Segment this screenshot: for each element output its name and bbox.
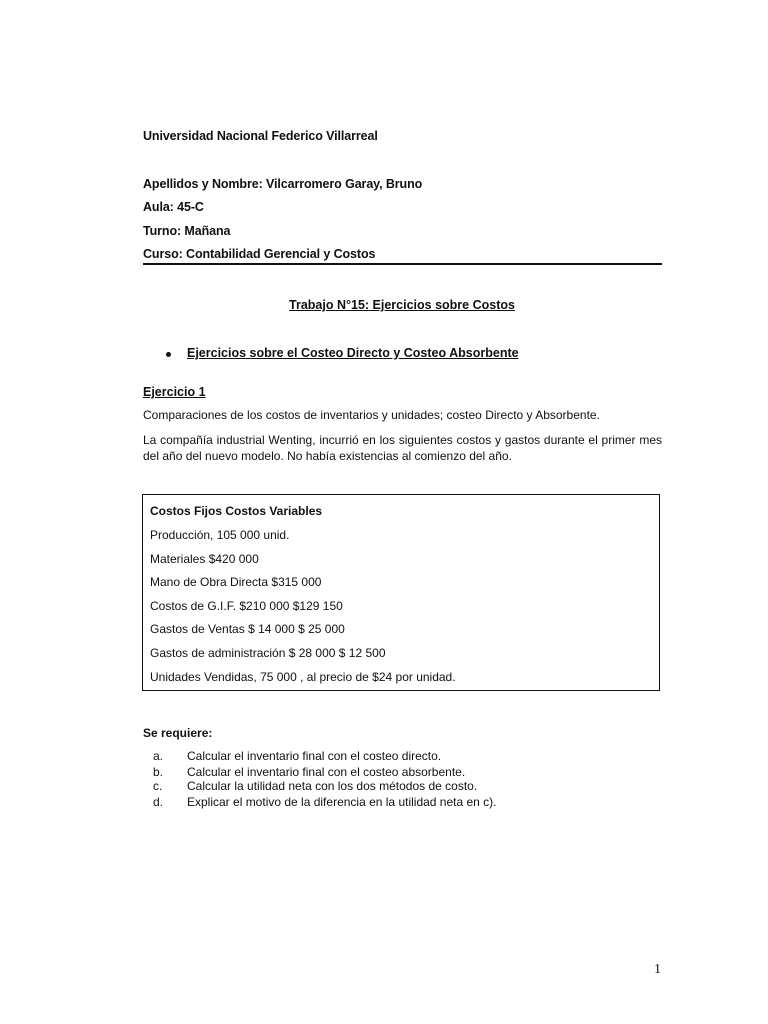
requirement-text: Explicar el motivo de la diferencia en la utilidad neta en c). <box>187 795 497 809</box>
requirement-text: Calcular el inventario final con el costeo absorbente. <box>187 765 466 779</box>
requirements-title: Se requiere: <box>143 726 213 740</box>
shift: Turno: Mañana <box>143 224 231 238</box>
requirement-letter: d. <box>153 795 164 809</box>
requirement-letter: c. <box>153 779 163 793</box>
cost-row: Unidades Vendidas, 75 000 , al precio de $24 por unidad. <box>150 670 456 684</box>
cost-row: Materiales $420 000 <box>150 552 259 566</box>
classroom: Aula: 45-C <box>143 200 204 214</box>
page-number: 1 <box>654 962 661 977</box>
requirement-item <box>153 749 441 763</box>
header-divider <box>143 263 662 265</box>
course: Curso: Contabilidad Gerencial y Costos <box>143 247 376 261</box>
section-heading: Ejercicios sobre el Costeo Directo y Costeo Absorbente <box>187 346 519 360</box>
requirement-item <box>153 795 497 809</box>
cost-row: Costos de G.I.F. $210 000 $129 150 <box>150 599 343 613</box>
bullet-icon <box>166 352 171 357</box>
cost-row: Gastos de administración $ 28 000 $ 12 500 <box>150 646 386 660</box>
requirement-item <box>153 779 477 793</box>
exercise-description: La compañía industrial Wenting, incurrió en los siguientes costos y gastos durante el primer mes del año del nuevo modelo. No había existencias al comienzo del año. <box>143 433 662 463</box>
requirement-item <box>153 765 465 779</box>
student-name: Apellidos y Nombre: Vilcarromero Garay, Bruno <box>143 177 423 191</box>
university-name: Universidad Nacional Federico Villarreal <box>143 129 378 143</box>
exercise-title: Ejercicio 1 <box>143 385 206 399</box>
requirement-text: Calcular la utilidad neta con los dos métodos de costo. <box>187 779 478 793</box>
exercise-intro: Comparaciones de los costos de inventarios y unidades; costeo Directo y Absorbente. <box>143 408 600 422</box>
cost-row: Mano de Obra Directa $315 000 <box>150 575 322 589</box>
requirement-text: Calcular el inventario final con el costeo directo. <box>187 749 442 763</box>
cost-row: Producción, 105 000 unid. <box>150 528 290 542</box>
cost-table-header: Costos Fijos Costos Variables <box>150 504 323 518</box>
requirement-letter: b. <box>153 765 164 779</box>
cost-table-box <box>142 494 660 691</box>
cost-row: Gastos de Ventas $ 14 000 $ 25 000 <box>150 622 345 636</box>
requirement-letter: a. <box>153 749 164 763</box>
page-title: Trabajo N°15: Ejercicios sobre Costos <box>289 298 515 312</box>
